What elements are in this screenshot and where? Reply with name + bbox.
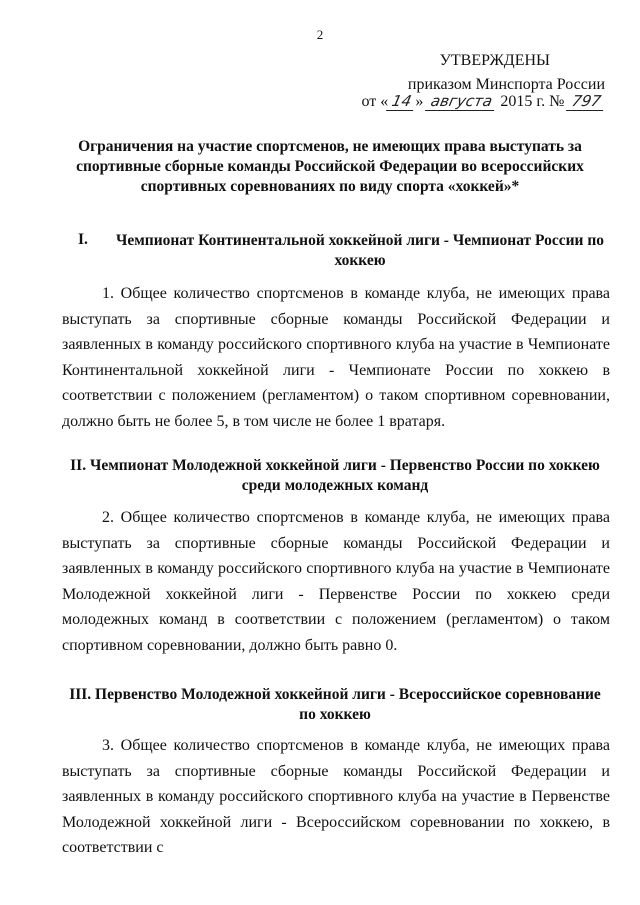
date-year: 2015 г. № bbox=[500, 93, 565, 110]
section-2-heading: II. Чемпионат Молодежной хоккейной лиги - Первенство России по хоккею среди молодежных команд bbox=[70, 457, 600, 494]
section-1-number: I. bbox=[78, 231, 88, 248]
handwritten-order-number: 797 bbox=[566, 92, 607, 111]
handwritten-month: августа bbox=[425, 92, 498, 111]
handwritten-day: 14 bbox=[386, 92, 417, 111]
date-prefix: от « bbox=[361, 93, 389, 110]
section-3-paragraph: 3. Общее количество спортсменов в команде клуба, не имеющих права выступать за спортивные сборные команды Российской Федерации и заявленных в команду российского спортивного клуба на участие в Первенстве Молодежной хоккейной лиги - Всероссийском соревновании по хоккею, в соответствии с bbox=[62, 737, 610, 857]
section-3-heading: III. Первенство Молодежной хоккейной лиги - Всероссийское соревнование по хоккею bbox=[69, 686, 601, 723]
section-1-heading: Чемпионат Континентальной хоккейной лиги - Чемпионат России по хоккею bbox=[115, 232, 605, 269]
section-2-paragraph: 2. Общее количество спортсменов в команде клуба, не имеющих права выступать за спортивные сборные команды Российской Федерации и заявленных в команду российского спортивного клуба на участие в Чемпионате Молодежной хоккейной лиги - Первенстве России по хоккею среди молодежных команд в соответствии с положением (регламентом) о таком спортивном соревновании, должно быть равно 0. bbox=[62, 509, 610, 654]
section-1-paragraph: 1. Общее количество спортсменов в команде клуба, не имеющих права выступать за спортивные сборные команды Российской Федерации и заявленных в команду российского спортивного клуба на участие в Чемпионате Континентальной хоккейной лиги - Чемпионате России по хоккею в соответствии с положением (регламентом) о таком спортивном соревновании, должно быть не более 5, в том числе не более 1 вратаря. bbox=[62, 285, 610, 430]
approval-order-line: приказом Минспорта России bbox=[407, 76, 605, 93]
date-mid: » bbox=[415, 93, 424, 110]
document-title: Ограничения на участие спортсменов, не имеющих права выступать за спортивные сборные команды Российской Федерации во всероссийских спортивных соревнованиях по виду спорта «хоккей»* bbox=[76, 138, 584, 195]
approval-date-line bbox=[361, 92, 605, 111]
approval-stamp-title: УТВЕРЖДЕНЫ bbox=[439, 52, 550, 69]
page-number: 2 bbox=[316, 27, 324, 42]
